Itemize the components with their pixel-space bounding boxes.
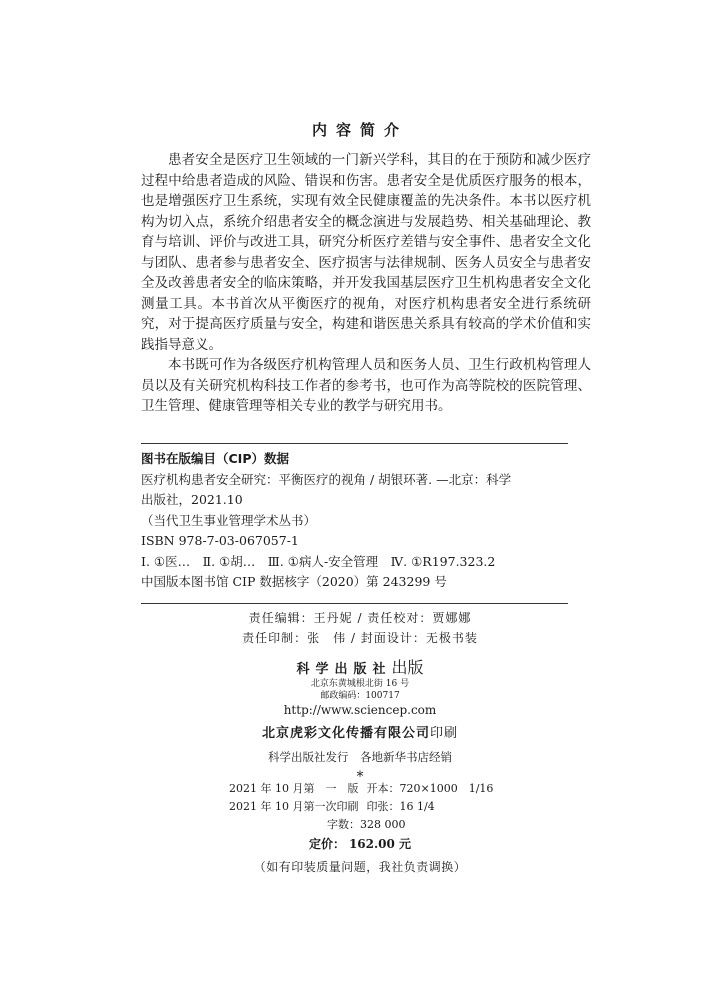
cip-entry-line: 出版社，2021.10 <box>141 492 243 507</box>
publisher-name: 科学出版社 <box>296 662 392 677</box>
quality-notice: （如有印装质量问题，我社负责调换） <box>253 860 467 874</box>
distribution-line: 科学出版社发行 各地新华书店经销 <box>268 750 452 764</box>
cip-block <box>141 449 581 593</box>
cip-record-number: 中国版本图书馆 CIP 数据核字（2020）第 243299 号 <box>141 574 447 589</box>
print-sheets: 印张：16 1/4 <box>366 800 435 813</box>
separator-star: * <box>356 769 364 785</box>
cip-top-rule <box>141 443 568 444</box>
publisher-url: http://www.sciencep.com <box>283 703 437 717</box>
print-specs <box>229 780 529 834</box>
cip-entry-line: 医疗机构患者安全研究：平衡医疗的视角 / 胡银环著. —北京：科学 <box>141 471 512 487</box>
summary-title: 内容简介 <box>311 121 408 139</box>
cip-heading: 图书在版编目（CIP）数据 <box>141 451 289 466</box>
summary-paragraph: 本书既可作为各级医疗机构管理人员和医务人员、卫生行政机构管理人员以及有关研究机构科技工作者的参考书，也可作为高等院校的医院管理、卫生管理、健康管理等相关专业的教学与研究用书。 <box>141 357 591 414</box>
print-date: 2021 年 10 月第一次印刷 <box>229 800 359 813</box>
book-format: 开本：720×1000 1/16 <box>366 782 494 795</box>
publisher-suffix: 出版 <box>391 658 424 677</box>
summary-body <box>141 150 591 417</box>
price-label: 定价： <box>308 837 345 851</box>
cip-isbn: ISBN 978-7-03-067057-1 <box>141 533 299 548</box>
printer-line <box>0 722 720 741</box>
summary-paragraph: 患者安全是医疗卫生领域的一门新兴学科，其目的在于预防和减少医疗过程中给患者造成的风险、错误和伤害。患者安全是优质医疗服务的根本，也是增强医疗卫生系统，实现有效全民健康覆盖的先决条件。本书以医疗机构为切入点，系统介绍患者安全的概念演进与发展趋势、相关基础理论、教育与培训、评价与改进工具，研究分析医疗差错与安全事件、患者安全文化与团队、患者参与患者安全、医疗损害与法律规制、医务人员安全与患者安全及改善患者安全的临床策略，并开发我国基层医疗卫生机构患者安全文化测量工具。本书首次从平衡医疗的视角，对医疗机构患者安全进行系统研究，对于提高医疗质量与安全，构建和谐医患关系具有较高的学术价值和实践指导意义。 <box>141 152 591 353</box>
specs-row <box>229 780 529 798</box>
printer-name: 北京虎彩文化传播有限公司 <box>261 726 430 741</box>
edition-date: 2021 年 10 月第 一 版 <box>229 782 359 795</box>
credits-line: 责任编辑：王丹妮 / 责任校对：贾娜娜 <box>248 611 472 625</box>
specs-row <box>229 798 529 816</box>
cip-classification: Ⅰ. ①医… Ⅱ. ①胡… Ⅲ. ①病人-安全管理 Ⅳ. ①R197.323.2 <box>141 553 496 569</box>
publisher-postcode: 邮政编码：100717 <box>320 691 400 701</box>
credits-line: 责任印制：张 伟 / 封面设计：无极书装 <box>242 631 478 645</box>
publisher-address: 北京东黄城根北街 16 号 <box>310 679 410 689</box>
editorial-credits <box>0 608 720 648</box>
cip-bottom-rule <box>141 603 568 604</box>
printer-suffix: 印刷 <box>430 726 459 741</box>
publisher-block <box>0 655 720 785</box>
word-count: 字数：328 000 <box>327 818 406 831</box>
price-line <box>0 835 720 852</box>
price-amount: 162.00 元 <box>348 837 412 851</box>
publisher-line <box>0 655 720 678</box>
cip-series: （当代卫生事业管理学术丛书） <box>141 512 317 528</box>
